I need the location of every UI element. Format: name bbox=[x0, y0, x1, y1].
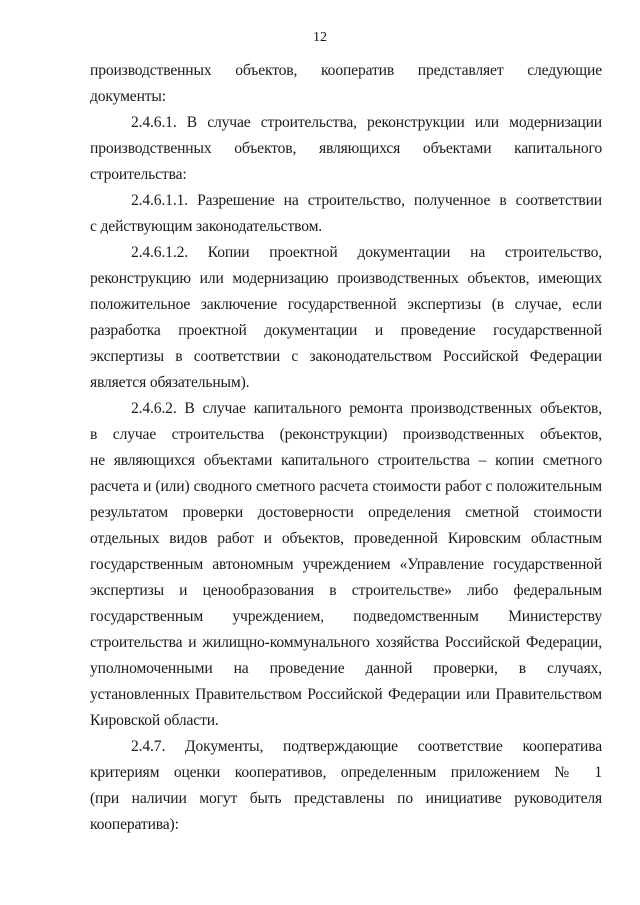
text-line: экспертизы и ценообразования в строительстве» либо федеральным bbox=[90, 582, 602, 599]
text-line: разработка проектной документации и проведение государственной bbox=[90, 322, 602, 339]
text-line: государственным учреждением, подведомственным Министерству bbox=[90, 608, 602, 625]
document-body bbox=[90, 58, 602, 838]
paragraph bbox=[90, 58, 602, 110]
text-line: 2.4.7. Документы, подтверждающие соответствие кооператива bbox=[131, 738, 602, 755]
text-line: кооператива): bbox=[90, 816, 179, 833]
text-line: (при наличии могут быть представлены по инициативе руководителя bbox=[90, 790, 602, 807]
text-line: строительства и жилищно-коммунального хозяйства Российской Федерации, bbox=[90, 634, 602, 651]
paragraph bbox=[90, 396, 602, 734]
text-line: документы: bbox=[90, 88, 166, 105]
text-line: Кировской области. bbox=[90, 712, 219, 729]
text-line: государственным автономным учреждением «Управление государственной bbox=[90, 556, 602, 573]
paragraph bbox=[90, 240, 602, 396]
text-line: строительства: bbox=[90, 166, 187, 183]
text-line: результатом проверки достоверности определения сметной стоимости bbox=[90, 504, 602, 521]
text-line: 2.4.6.1.1. Разрешение на строительство, полученное в соответствии bbox=[131, 192, 602, 209]
text-line: отдельных видов работ и объектов, проведенной Кировским областным bbox=[90, 530, 602, 547]
paragraph bbox=[90, 734, 602, 838]
text-line: установленных Правительством Российской Федерации или Правительством bbox=[90, 686, 602, 703]
text-line: 2.4.6.2. В случае капитального ремонта производственных объектов, bbox=[131, 400, 602, 417]
text-line: реконструкцию или модернизацию производственных объектов, имеющих bbox=[90, 270, 602, 287]
text-line: с действующим законодательством. bbox=[90, 218, 323, 235]
paragraph bbox=[90, 110, 602, 188]
paragraph bbox=[90, 188, 602, 240]
text-line: уполномоченными на проведение данной проверки, в случаях, bbox=[90, 660, 602, 677]
text-line: не являющихся объектами капитального строительства – копии сметного bbox=[90, 452, 602, 469]
text-line: 2.4.6.1. В случае строительства, реконструкции или модернизации bbox=[131, 114, 602, 131]
text-line: производственных объектов, кооператив представляет следующие bbox=[90, 62, 602, 79]
text-line: расчета и (или) сводного сметного расчета стоимости работ с положительным bbox=[90, 478, 602, 495]
text-line: является обязательным). bbox=[90, 374, 250, 391]
text-line: 2.4.6.1.2. Копии проектной документации на строительство, bbox=[131, 244, 602, 261]
text-line: критериям оценки кооперативов, определенным приложением № 1 bbox=[90, 764, 602, 781]
page-number: 12 bbox=[313, 30, 327, 45]
text-line: производственных объектов, являющихся объектами капитального bbox=[90, 140, 602, 157]
text-line: экспертизы в соответствии с законодательством Российской Федерации bbox=[90, 348, 602, 365]
text-line: в случае строительства (реконструкции) производственных объектов, bbox=[90, 426, 602, 443]
text-line: положительное заключение государственной экспертизы (в случае, если bbox=[90, 296, 602, 313]
